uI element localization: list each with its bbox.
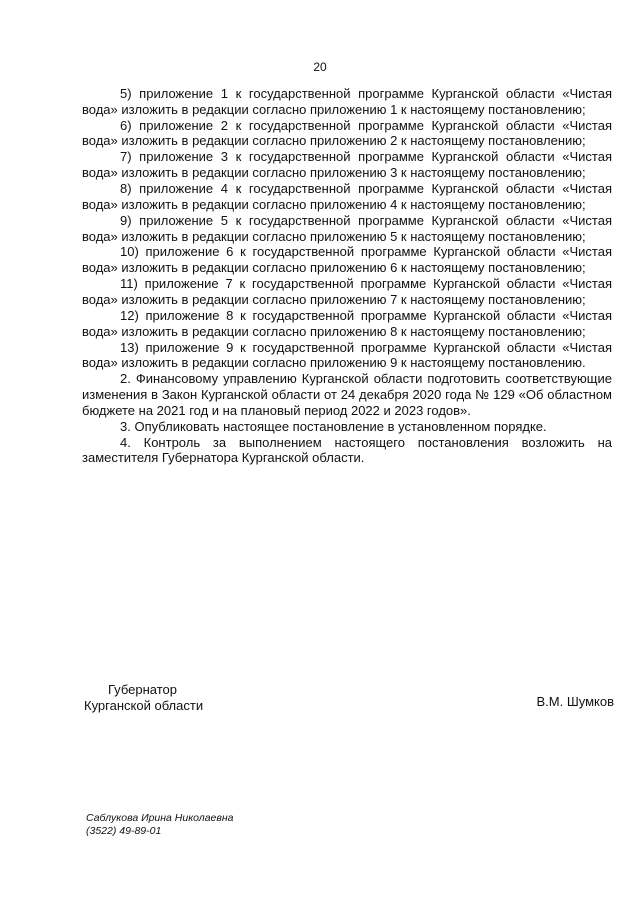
contact-name: Саблукова Ирина Николаевна [86,812,234,824]
paragraph-section-3: 3. Опубликовать настоящее постановление в установленном порядке. [120,418,547,434]
signatory-name: В.М. Шумков [536,694,614,709]
page-number: 20 [313,60,327,74]
paragraph-item-10: 10) приложение 6 к государственной программе Курганской области «Чистая вода» изложить в редакции согласно приложению 6 к настоящему постановлению; [82,244,612,276]
paragraph-item-12: 12) приложение 8 к государственной программе Курганской области «Чистая вода» изложить в редакции согласно приложению 8 к настоящему постановлению; [82,307,612,339]
signature-block [84,682,614,714]
paragraph-item-5: 5) приложение 1 к государственной программе Курганской области «Чистая вода» изложить в редакции согласно приложению 1 к настоящему постановлению; [82,86,612,117]
contact-phone: (3522) 49-89-01 [86,825,162,837]
signatory-title: Губернатор [108,682,177,697]
document-body [82,86,612,466]
paragraph-item-9: 9) приложение 5 к государственной программе Курганской области «Чистая вода» изложить в редакции согласно приложению 5 к настоящему постановлению; [82,212,612,244]
paragraph-item-13: 13) приложение 9 к государственной программе Курганской области «Чистая вода» изложить в редакции согласно приложению 9 к настоящему постановлению. [82,339,612,371]
paragraph-item-11: 11) приложение 7 к государственной программе Курганской области «Чистая вода» изложить в редакции согласно приложению 7 к настоящему постановлению; [82,276,612,307]
contact-info [86,812,234,838]
paragraph-item-8: 8) приложение 4 к государственной программе Курганской области «Чистая вода» изложить в редакции согласно приложению 4 к настоящему постановлению; [82,181,612,212]
signatory-region: Курганской области [84,698,204,713]
paragraph-item-7: 7) приложение 3 к государственной программе Курганской области «Чистая вода» изложить в редакции согласно приложению 3 к настоящему постановлению; [82,149,612,181]
paragraph-item-6: 6) приложение 2 к государственной программе Курганской области «Чистая вода» изложить в редакции согласно приложению 2 к настоящему постановлению; [82,117,612,149]
paragraph-section-2: 2. Финансовому управлению Курганской области подготовить соответствующие изменения в Закон Курганской области от 24 декабря 2020 года № 129 «Об областном бюджете на 2021 год и на плановый период 2022 и 2023 годов». [82,371,612,418]
paragraph-section-4: 4. Контроль за выполнением настоящего постановления возложить на заместителя Губернатора Курганской области. [82,434,612,466]
